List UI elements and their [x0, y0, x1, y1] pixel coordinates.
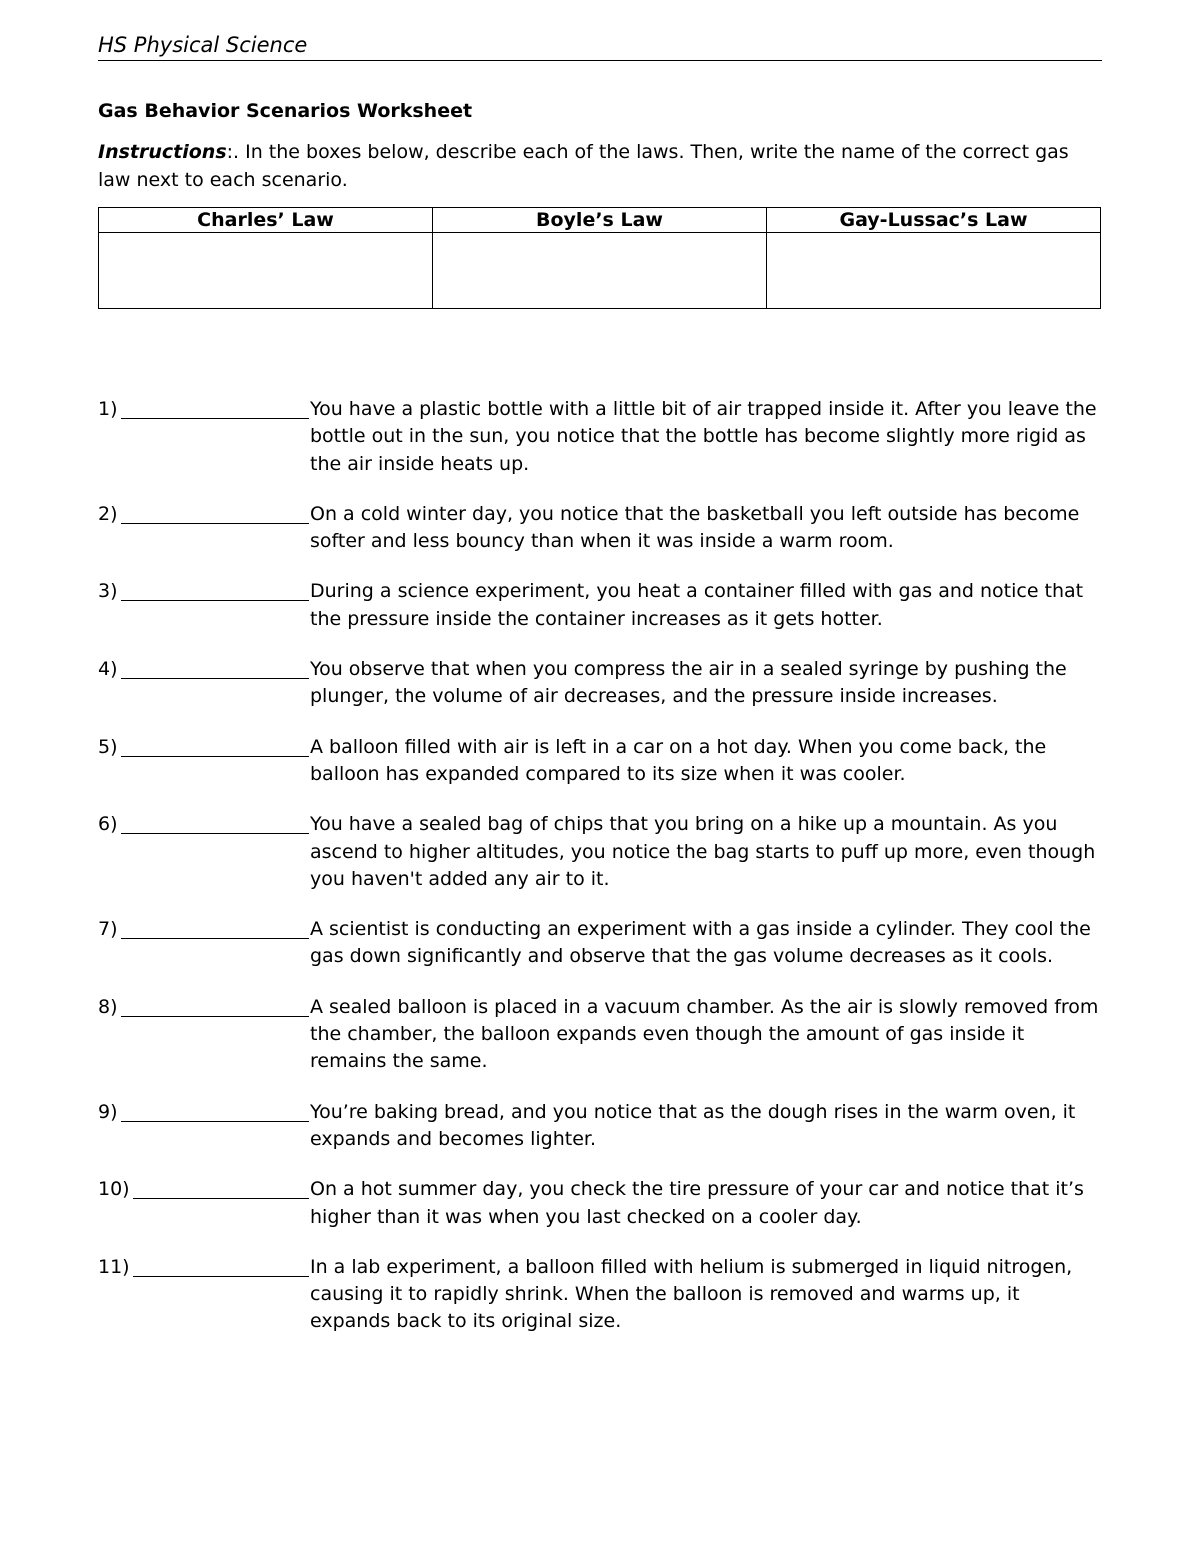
answer-blank[interactable] [121, 1121, 309, 1122]
scenario-text: You have a sealed bag of chips that you bring on a hike up a mountain. As you ascend to higher altitudes, you notice the bag starts to puff up more, even though you haven't added any air to it. [310, 813, 1096, 890]
scenario-item [98, 501, 1102, 556]
instructions-lead: Instructions [98, 141, 227, 163]
scenario-item [98, 916, 1102, 971]
answer-blank[interactable] [121, 418, 309, 419]
scenario-item [98, 811, 1102, 893]
scenario-item [98, 1099, 1102, 1154]
scenario-text: During a science experiment, you heat a container filled with gas and notice that the pressure inside the container increases as it gets hotter. [310, 580, 1084, 630]
scenario-number: 1) [98, 398, 118, 420]
scenario-item [98, 396, 1102, 478]
worksheet-page [98, 30, 1102, 1359]
answer-blank[interactable] [121, 756, 309, 757]
gas-laws-table [98, 207, 1101, 309]
charles-law-header: Charles’ Law [99, 208, 433, 233]
answer-blank[interactable] [121, 1016, 309, 1017]
scenario-item [98, 1176, 1102, 1231]
scenario-item [98, 578, 1102, 633]
answer-blank[interactable] [121, 600, 309, 601]
instructions [98, 138, 1098, 194]
scenario-number: 11) [98, 1255, 130, 1278]
scenario-number: 8) [98, 995, 118, 1018]
scenario-number: 4) [98, 658, 118, 681]
scenario-text: A scientist is conducting an experiment with a gas inside a cylinder. They cool the gas down significantly and observe that the gas volume decreases as it cools. [310, 918, 1091, 968]
scenario-text: You have a plastic bottle with a little bit of air trapped inside it. After you leave the bottle out in the sun, you notice that the bottle has become slightly more rigid as the air inside heats up. [310, 398, 1097, 475]
scenario-number: 6) [98, 813, 118, 836]
scenario-list [98, 396, 1102, 1336]
gay-lussacs-law-description-box[interactable] [767, 233, 1101, 309]
scenario-text: You’re baking bread, and you notice that as the dough rises in the warm oven, it expands and becomes lighter. [310, 1100, 1076, 1150]
scenario-number: 5) [98, 735, 118, 758]
answer-blank[interactable] [121, 523, 309, 524]
scenario-number: 7) [98, 918, 118, 941]
scenario-text: A sealed balloon is placed in a vacuum chamber. As the air is slowly removed from the chamber, the balloon expands even though the amount of gas inside it remains the same. [310, 995, 1099, 1073]
boyles-law-description-box[interactable] [433, 233, 767, 309]
scenario-number: 10) [98, 1178, 130, 1201]
gas-laws-description-row [99, 233, 1101, 309]
scenario-number: 3) [98, 580, 118, 603]
course-header: HS Physical Science [98, 30, 1102, 61]
scenario-number: 2) [98, 502, 118, 525]
scenario-item [98, 734, 1102, 789]
scenario-number: 9) [98, 1100, 118, 1123]
scenario-item [98, 994, 1102, 1076]
boyles-law-header: Boyle’s Law [433, 208, 767, 233]
gas-laws-header-row [99, 208, 1101, 233]
scenario-text: In a lab experiment, a balloon filled with helium is submerged in liquid nitrogen, causing it to rapidly shrink. When the balloon is removed and warms up, it expands back to its original size. [310, 1255, 1073, 1333]
charles-law-description-box[interactable] [99, 233, 433, 309]
answer-blank[interactable] [121, 678, 309, 679]
scenario-text: A balloon filled with air is left in a car on a hot day. When you come back, the balloon has expanded compared to its size when it was cooler. [310, 735, 1047, 785]
answer-blank[interactable] [133, 1276, 309, 1277]
answer-blank[interactable] [121, 938, 309, 939]
instructions-text: :. In the boxes below, describe each of the laws. Then, write the name of the correct gas law next to each scenario. [98, 141, 1069, 191]
answer-blank[interactable] [133, 1198, 309, 1199]
worksheet-title: Gas Behavior Scenarios Worksheet [98, 100, 473, 122]
scenario-item [98, 656, 1102, 711]
scenario-text: You observe that when you compress the air in a sealed syringe by pushing the plunger, the volume of air decreases, and the pressure inside increases. [310, 658, 1067, 708]
scenario-text: On a hot summer day, you check the tire pressure of your car and notice that it’s higher than it was when you last checked on a cooler day. [310, 1178, 1084, 1228]
gay-lussacs-law-header: Gay-Lussac’s Law [767, 208, 1101, 233]
answer-blank[interactable] [121, 833, 309, 834]
scenario-text: On a cold winter day, you notice that the basketball you left outside has become softer and less bouncy than when it was inside a warm room. [310, 502, 1080, 553]
scenario-item [98, 1254, 1102, 1336]
